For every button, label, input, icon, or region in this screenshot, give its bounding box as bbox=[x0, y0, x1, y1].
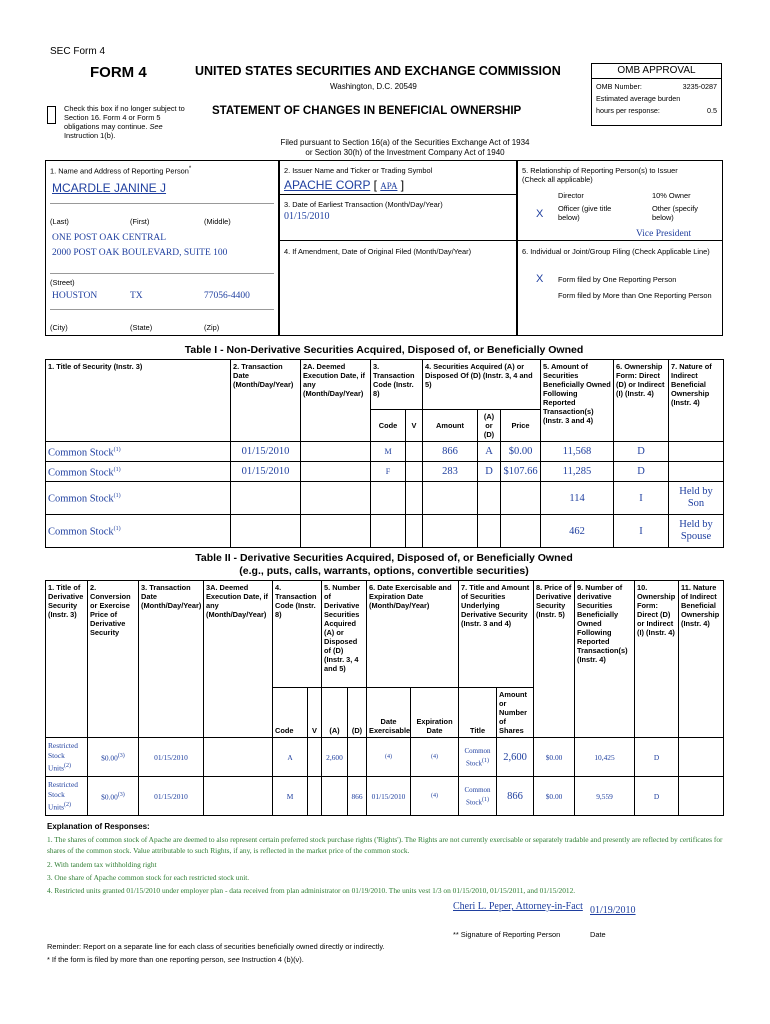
relationship-label: 5. Relationship of Reporting Person(s) to Issuer (Check all applicable) bbox=[522, 166, 678, 184]
t2-h-owned: 9. Number of derivative Securities Beneficially Owned Following Reported Transaction(s) (Instr. 4) bbox=[575, 581, 635, 738]
state-label: (State) bbox=[130, 323, 153, 332]
middle-label: (Middle) bbox=[204, 217, 231, 226]
table-row: Restricted Stock Units$^{(2)}$ $0.00$^{(3)}$ 01/15/2010 M 866 01/15/2010 (4) Common Stock(1) 866 $0.00 9,559 D bbox=[46, 777, 724, 816]
table-row: Restricted Stock Units$^{(2)}$ $0.00$^{(3)}$ 01/15/2010 A 2,600 (4) (4) Common Stock(1) 2,600 $0.00 10,425 D bbox=[46, 738, 724, 777]
checkbox-instruction: Check this box if no longer subject to Section 16. Form 4 or Form 5 obligations may continue. See Instruction 1(b). bbox=[64, 104, 185, 140]
t2-h-exp-sub: Expiration Date bbox=[411, 688, 459, 738]
omb-approval-box bbox=[591, 63, 722, 126]
one-person-checkmark[interactable]: X bbox=[536, 273, 544, 285]
address-line-1: ONE POST OAK CENTRAL bbox=[52, 233, 167, 243]
signature-date: 01/19/2010 bbox=[590, 905, 636, 916]
officer-option[interactable]: Officer (give title below) bbox=[558, 204, 612, 222]
t1-h-price-sub: Price bbox=[501, 410, 541, 442]
other-option[interactable]: Other (specify below) bbox=[652, 204, 699, 222]
t1-h-ownership-form: 6. Ownership Form: Direct (D) or Indirect (I) (Instr. 4) bbox=[614, 360, 669, 442]
t2-h-underlying: 7. Title and Amount of Securities Underlying Derivative Security (Instr. 3 and 4) bbox=[459, 581, 534, 688]
zip-label: (Zip) bbox=[204, 323, 220, 332]
table-row: Common Stock$^{(1)}$ 114 I Held by Son bbox=[46, 482, 724, 515]
filing-label: 6. Individual or Joint/Group Filing (Check Applicable Line) bbox=[522, 247, 710, 256]
issuer-box bbox=[279, 160, 517, 336]
t1-h-securities: 4. Securities Acquired (A) or Disposed Of (D) (Instr. 3, 4 and 5) bbox=[423, 360, 541, 410]
no-longer-subject-checkbox[interactable] bbox=[47, 106, 56, 124]
omb-hours-label: hours per response: bbox=[596, 106, 660, 115]
table-row: Common Stock$^{(1)}$ 01/15/2010 M 866 A $0.00 11,568 D bbox=[46, 442, 724, 462]
reminder-note: Reminder: Report on a separate line for each class of securities beneficially owned directly or indirectly. bbox=[47, 942, 385, 951]
t2-h-title: 1. Title of Derivative Security (Instr. 3) bbox=[46, 581, 88, 738]
table1-title: Table I - Non-Derivative Securities Acquired, Disposed of, or Beneficially Owned bbox=[184, 344, 584, 356]
footnote-4: 4. Restricted units granted 01/15/2010 under employer plan - data received from plan administrator on 01/19/2010. The units vest 1/3 on 01/15/2010, 01/15/2011, and 01/15/2012. bbox=[47, 886, 576, 895]
ten-percent-owner-option[interactable]: 10% Owner bbox=[652, 191, 691, 200]
city-value: HOUSTON bbox=[52, 291, 98, 301]
table-row: Common Stock$^{(1)}$ 462 I Held by Spouse bbox=[46, 515, 724, 548]
explanation-title: Explanation of Responses: bbox=[47, 822, 150, 831]
t2-h-nature: 11. Nature of Indirect Beneficial Ownership (Instr. 4) bbox=[679, 581, 724, 738]
zip-value: 77056-4400 bbox=[204, 291, 250, 301]
t1-h-deemed: 2A. Deemed Execution Date, if any (Month/Day/Year) bbox=[301, 360, 371, 442]
t2-h-amount-sub: Amount or Number of Shares bbox=[497, 688, 534, 738]
relationship-box bbox=[517, 160, 723, 336]
t2-h-date-ex-sub: Date Exercisable bbox=[367, 688, 411, 738]
footnote-1: 1. The shares of common stock of Apache are deemed to also represent certain preferred stock purchase rights ('Rights'). The Rights are not currently exercisable or separately tradable and presently are reflected by certificates for shares of the common stock. Value attributable to such Rights, if any, is reflected in the market price of the common stock. bbox=[47, 835, 723, 855]
first-label: (First) bbox=[130, 217, 150, 226]
statement-title: STATEMENT OF CHANGES IN BENEFICIAL OWNERSHIP bbox=[212, 105, 522, 117]
reporting-person-box bbox=[45, 160, 279, 336]
earliest-transaction-block bbox=[280, 195, 516, 241]
reporting-person-name[interactable]: MCARDLE JANINE J bbox=[52, 181, 167, 195]
t2-h-deemed: 3A. Deemed Execution Date, if any (Month/Day/Year) bbox=[204, 581, 273, 738]
table1 bbox=[45, 359, 723, 548]
reporting-person-label: 1. Name and Address of Reporting Person* bbox=[50, 166, 192, 176]
t2-h-code: 4. Transaction Code (Instr. 8) bbox=[273, 581, 322, 688]
commission-title: UNITED STATES SECURITIES AND EXCHANGE COMMISSION bbox=[195, 64, 561, 78]
t2-h-d-sub: (D) bbox=[348, 688, 367, 738]
amendment-label: 4. If Amendment, Date of Original Filed (Month/Day/Year) bbox=[284, 247, 472, 256]
footnote-2: 2. With tandem tax withholding right bbox=[47, 860, 157, 869]
street-label: (Street) bbox=[50, 278, 75, 287]
city-label: (City) bbox=[50, 323, 68, 332]
commission-city: Washington, D.C. 20549 bbox=[330, 82, 417, 91]
table-row: Common Stock$^{(1)}$ 01/15/2010 F 283 D $107.66 11,285 D bbox=[46, 462, 724, 482]
t2-h-a-sub: (A) bbox=[322, 688, 348, 738]
t2-h-v-sub: V bbox=[308, 688, 322, 738]
sec-form-label: SEC Form 4 bbox=[50, 46, 106, 57]
state-value: TX bbox=[130, 291, 143, 301]
omb-number-label: OMB Number: bbox=[596, 82, 642, 91]
issuer-label: 2. Issuer Name and Ticker or Trading Symbol bbox=[284, 166, 433, 175]
t1-h-aord-sub: (A) or (D) bbox=[478, 410, 501, 442]
issuer-name[interactable]: APACHE CORP bbox=[284, 178, 371, 192]
officer-checkmark[interactable]: X bbox=[536, 208, 544, 220]
omb-title: OMB APPROVAL bbox=[592, 64, 721, 79]
t1-h-v-sub: V bbox=[406, 410, 423, 442]
t2-h-code-sub: Code bbox=[273, 688, 308, 738]
t2-h-date: 3. Transaction Date (Month/Day/Year) bbox=[139, 581, 204, 738]
multiple-persons-note: * If the form is filed by more than one reporting person, see Instruction 4 (b)(v). bbox=[47, 955, 304, 964]
t2-h-title-sub: Title bbox=[459, 688, 497, 738]
director-option[interactable]: Director bbox=[558, 191, 584, 200]
omb-burden-label: Estimated average burden bbox=[596, 94, 681, 103]
t2-h-form: 10. Ownership Form: Direct (D) or Indirect (I) (Instr. 4) bbox=[635, 581, 679, 738]
omb-hours-value: 0.5 bbox=[707, 106, 717, 115]
reporting-info-section bbox=[45, 160, 723, 336]
table2-title: Table II - Derivative Securities Acquired, Disposed of, or Beneficially Owned (e.g., puts, calls, warrants, options, convertible securities) bbox=[195, 552, 573, 577]
one-person-option[interactable]: Form filed by One Reporting Person bbox=[558, 275, 677, 284]
t2-h-exercisable: 6. Date Exercisable and Expiration Date (Month/Day/Year) bbox=[367, 581, 459, 688]
t1-h-nature: 7. Nature of Indirect Beneficial Ownership (Instr. 4) bbox=[669, 360, 724, 442]
t2-h-number: 5. Number of Derivative Securities Acquired (A) or Disposed of (D) (Instr. 3, 4 and 5) bbox=[322, 581, 367, 688]
t1-h-amount-sub: Amount bbox=[423, 410, 478, 442]
address-line-2: 2000 POST OAK BOULEVARD, SUITE 100 bbox=[52, 248, 228, 258]
issuer-block bbox=[280, 161, 516, 195]
issuer-ticker[interactable]: APA bbox=[380, 181, 398, 191]
t1-h-code-sub: Code bbox=[371, 410, 406, 442]
officer-title: Vice President bbox=[636, 229, 692, 239]
t1-h-amount-owned: 5. Amount of Securities Beneficially Owned Following Reported Transaction(s) (Instr. 3 and 4) bbox=[541, 360, 614, 442]
t2-h-price: 8. Price of Derivative Security (Instr. 5) bbox=[534, 581, 575, 738]
t2-h-conversion: 2. Conversion or Exercise Price of Derivative Security bbox=[88, 581, 139, 738]
issuer-name-line: APACHE CORP [ APA ] bbox=[284, 178, 405, 192]
earliest-transaction-label: 3. Date of Earliest Transaction (Month/Day/Year) bbox=[284, 200, 443, 209]
t1-h-title: 1. Title of Security (Instr. 3) bbox=[46, 360, 231, 442]
signature-date-label: Date bbox=[590, 930, 606, 939]
filed-pursuant: Filed pursuant to Section 16(a) of the Securities Exchange Act of 1934 or Section 30(h) of the Investment Company Act of 1940 bbox=[280, 138, 530, 157]
form-title: FORM 4 bbox=[90, 64, 147, 81]
signature-label: ** Signature of Reporting Person bbox=[453, 930, 561, 939]
t1-h-date: 2. Transaction Date (Month/Day/Year) bbox=[231, 360, 301, 442]
earliest-transaction-date: 01/15/2010 bbox=[284, 211, 330, 222]
table2 bbox=[45, 580, 723, 816]
omb-number-value: 3235-0287 bbox=[682, 82, 717, 91]
last-label: (Last) bbox=[50, 217, 69, 226]
footnote-3: 3. One share of Apache common stock for each restricted stock unit. bbox=[47, 873, 250, 882]
t1-h-code: 3. Transaction Code (Instr. 8) bbox=[371, 360, 423, 410]
more-persons-option[interactable]: Form filed by More than One Reporting Person bbox=[558, 291, 712, 300]
signature-name[interactable]: Cheri L. Peper, Attorney-in-Fact bbox=[453, 901, 583, 912]
